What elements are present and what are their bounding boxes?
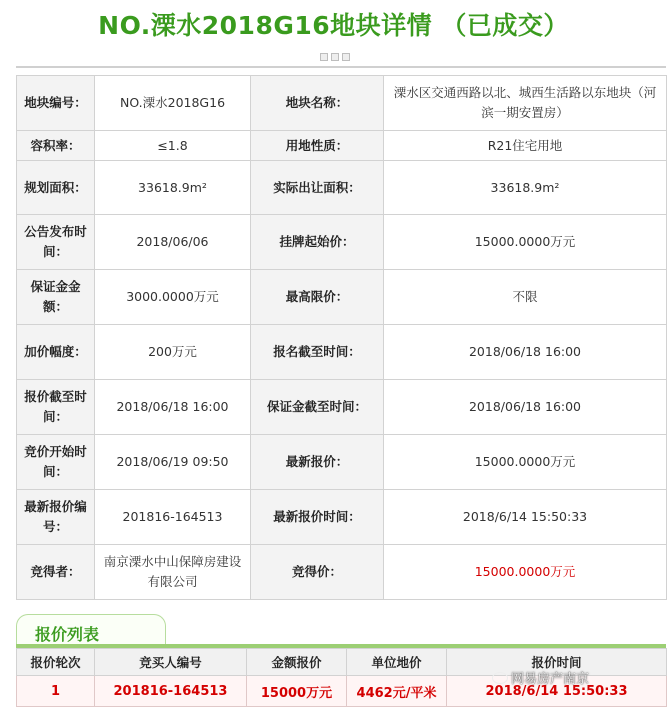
field-value: 溧水区交通西路以北、城西生活路以东地块（河滨一期安置房） bbox=[384, 76, 667, 131]
field-label: 最新报价： bbox=[251, 435, 384, 490]
field-value: 2018/06/18 16:00 bbox=[384, 380, 667, 435]
unit-price: 4462元/平米 bbox=[347, 676, 447, 707]
table-row bbox=[17, 270, 667, 325]
wechat-icon bbox=[492, 672, 508, 684]
bid-round: 1 bbox=[17, 676, 95, 707]
watermark-text: 网易房产南京 bbox=[511, 672, 590, 687]
table-row bbox=[17, 76, 667, 131]
field-label: 保证金截至时间： bbox=[251, 380, 384, 435]
column-header: 金额报价 bbox=[247, 649, 347, 676]
tab-bid-list-label: 报价列表 bbox=[35, 625, 100, 644]
field-value: 15000.0000万元 bbox=[384, 435, 667, 490]
field-value: 2018/06/06 bbox=[95, 215, 251, 270]
field-label: 最新报价时间： bbox=[251, 490, 384, 545]
field-value: ≤1.8 bbox=[95, 131, 251, 161]
column-header: 单位地价 bbox=[347, 649, 447, 676]
field-label: 竞得价： bbox=[251, 545, 384, 600]
table-row bbox=[17, 380, 667, 435]
column-header: 报价轮次 bbox=[17, 649, 95, 676]
field-label: 竞价开始时间： bbox=[17, 435, 95, 490]
field-label: 实际出让面积： bbox=[251, 161, 384, 215]
bid-time: 2018/6/14 15:50:33 bbox=[447, 676, 667, 707]
field-value: 3000.0000万元 bbox=[95, 270, 251, 325]
field-value: 2018/6/14 15:50:33 bbox=[384, 490, 667, 545]
field-label: 用地性质： bbox=[251, 131, 384, 161]
field-label: 规划面积： bbox=[17, 161, 95, 215]
field-label: 地块名称： bbox=[251, 76, 384, 131]
field-label: 公告发布时间： bbox=[17, 215, 95, 270]
field-value: NO.溧水2018G16 bbox=[95, 76, 251, 131]
field-label: 竞得者： bbox=[17, 545, 95, 600]
field-label: 容积率： bbox=[17, 131, 95, 161]
table-row bbox=[17, 161, 667, 215]
plot-detail-table bbox=[16, 75, 667, 600]
bid-amount: 15000万元 bbox=[247, 676, 347, 707]
watermark bbox=[492, 668, 589, 687]
field-value: 2018/06/18 16:00 bbox=[95, 380, 251, 435]
field-label: 最新报价编号： bbox=[17, 490, 95, 545]
field-label: 保证金金额： bbox=[17, 270, 95, 325]
bidder-id: 201816-164513 bbox=[95, 676, 247, 707]
field-label: 地块编号： bbox=[17, 76, 95, 131]
field-value: 200万元 bbox=[95, 325, 251, 380]
field-label: 报价截至时间： bbox=[17, 380, 95, 435]
divider bbox=[16, 66, 666, 68]
field-label: 报名截至时间： bbox=[251, 325, 384, 380]
field-value: 33618.9m² bbox=[95, 161, 251, 215]
winning-price-value: 15000.0000万元 bbox=[384, 545, 667, 600]
column-header: 竞买人编号 bbox=[95, 649, 247, 676]
field-label: 最高限价： bbox=[251, 270, 384, 325]
page-title: NO.溧水2018G16地块详情 （已成交） bbox=[98, 11, 569, 40]
table-row bbox=[17, 131, 667, 161]
field-label: 挂牌起始价： bbox=[251, 215, 384, 270]
field-value: R21住宅用地 bbox=[384, 131, 667, 161]
table-row bbox=[17, 435, 667, 490]
field-value: 15000.0000万元 bbox=[384, 215, 667, 270]
table-row bbox=[17, 490, 667, 545]
field-value: 33618.9m² bbox=[384, 161, 667, 215]
field-value: 2018/06/18 16:00 bbox=[384, 325, 667, 380]
field-value: 2018/06/19 09:50 bbox=[95, 435, 251, 490]
field-value: 不限 bbox=[384, 270, 667, 325]
field-value: 201816-164513 bbox=[95, 490, 251, 545]
field-label: 加价幅度： bbox=[17, 325, 95, 380]
table-row bbox=[17, 215, 667, 270]
table-row bbox=[17, 545, 667, 600]
field-value: 南京溧水中山保障房建设有限公司 bbox=[95, 545, 251, 600]
table-row bbox=[17, 325, 667, 380]
divider-ornament bbox=[320, 53, 350, 61]
column-header: 报价时间 bbox=[447, 649, 667, 676]
